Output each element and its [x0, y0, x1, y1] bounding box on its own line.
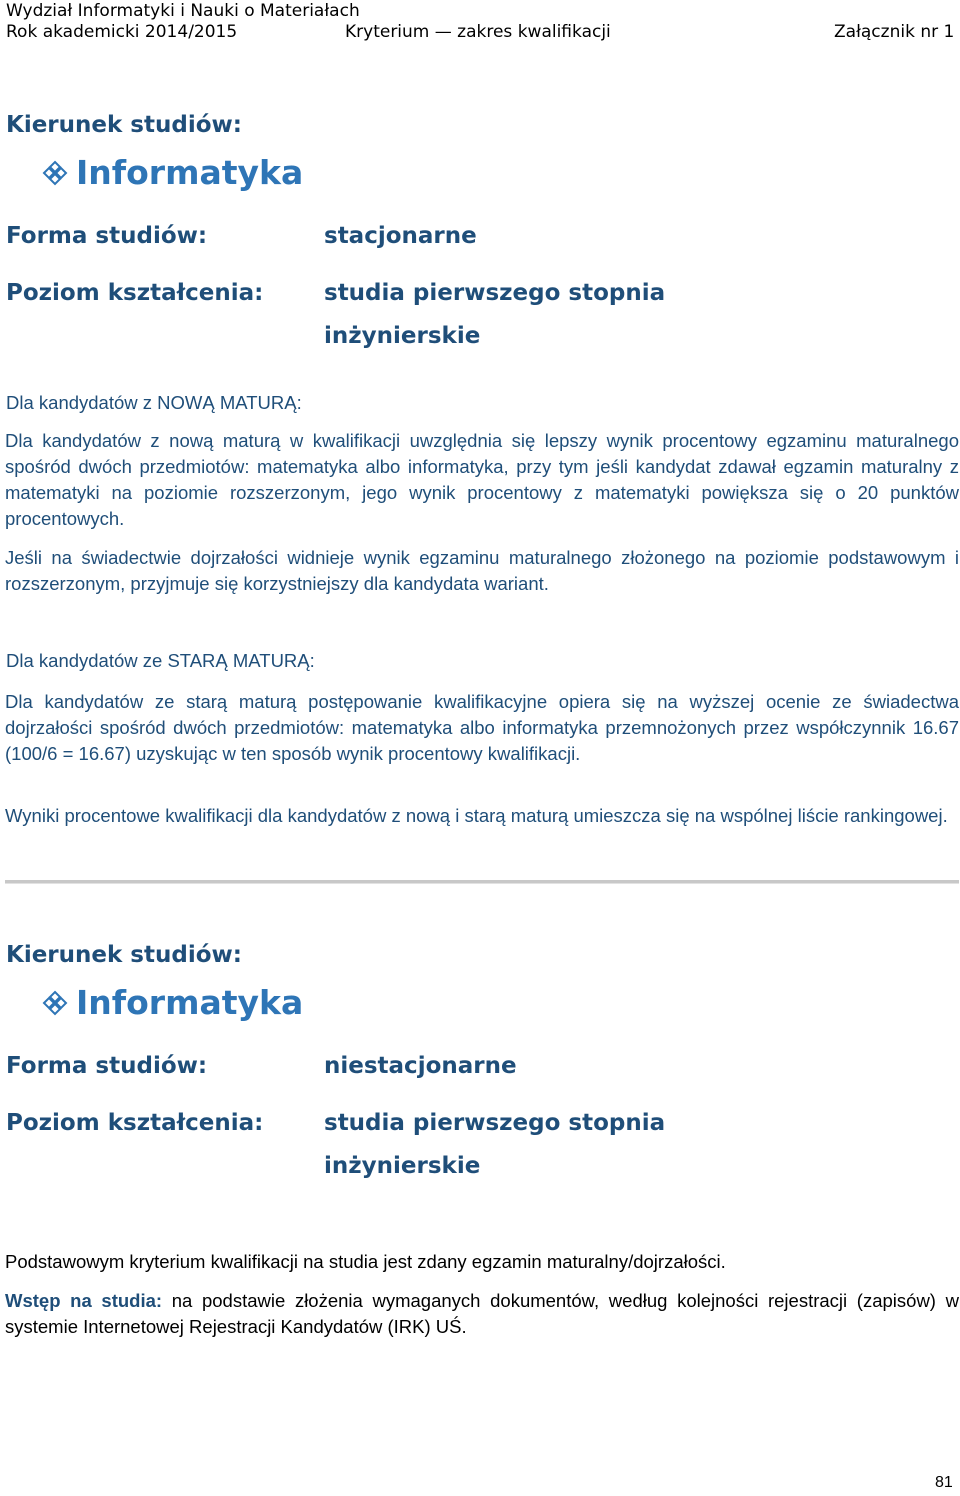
wstep-paragraph — [5, 1288, 959, 1340]
stara-matura-paragraph-1: Dla kandydatów ze starą maturą postępowanie kwalifikacyjne opiera się na wyższej ocenie ze świadectwa dojrzałości spośród dwóch przedmiotów: matematyka albo informatyka przemnożonych przez współczynnik 16.67 (100/6 = 16.67) uzyskując w ten sposób wynik procentowy kwalifikacji. — [5, 691, 959, 764]
kierunek-heading — [42, 153, 303, 192]
forma-label: Forma studiów: — [6, 223, 208, 249]
forma-label-2: Forma studiów: — [6, 1053, 208, 1079]
kierunek-label-2: Kierunek studiów: — [6, 942, 242, 968]
poziom-value-2-line1: studia pierwszego stopnia — [324, 1110, 666, 1136]
stara-matura-heading: Dla kandydatów ze STARĄ MATURĄ: — [6, 650, 315, 671]
nowa-matura-heading: Dla kandydatów z NOWĄ MATURĄ: — [6, 392, 302, 413]
nowa-matura-paragraph-1: Dla kandydatów z nową maturą w kwalifikacji uwzględnia się lepszy wynik procentowy egzaminu maturalnego spośród dwóch przedmiotów: matematyka albo informatyka, przy tym jeśli kandydat zdawał egzamin maturalny z matematyki na poziomie rozszerzonym, jego wynik procentowy z matematyki powiększa się o 20 punktów procentowych. — [5, 430, 959, 529]
kierunek-name-2: Informatyka — [76, 983, 304, 1022]
poziom-label: Poziom kształcenia: — [6, 280, 264, 306]
section-divider — [5, 880, 959, 884]
poziom-label-2: Poziom kształcenia: — [6, 1110, 264, 1136]
poziom-value-line1: studia pierwszego stopnia — [324, 280, 666, 306]
forma-value-2: niestacjonarne — [324, 1053, 517, 1079]
basic-criterion-text: Podstawowym kryterium kwalifikacji na studia jest zdany egzamin maturalny/dojrzałości. — [5, 1251, 726, 1272]
wstep-text: na podstawie złożenia wymaganych dokumentów, według kolejności rejestracji (zapisów) w systemie Internetowej Rejestracji Kandydatów (IRK) UŚ. — [5, 1290, 959, 1337]
wstep-label: Wstęp na studia: — [5, 1290, 163, 1311]
kierunek-heading-2 — [42, 983, 303, 1022]
kierunek-label: Kierunek studiów: — [6, 112, 242, 138]
kierunek-name: Informatyka — [76, 153, 304, 192]
header-academic-year: Rok akademicki 2014/2015 — [6, 22, 238, 42]
diamond-bullet-icon — [42, 990, 68, 1016]
page-number: 81 — [935, 1474, 953, 1491]
header-attachment: Załącznik nr 1 — [834, 22, 955, 42]
diamond-bullet-icon — [42, 160, 68, 186]
poziom-value-2-line2: inżynierskie — [324, 1153, 481, 1179]
forma-value: stacjonarne — [324, 223, 477, 249]
header-criterion: Kryterium — zakres kwalifikacji — [345, 22, 611, 42]
poziom-value-line2: inżynierskie — [324, 323, 481, 349]
nowa-matura-paragraph-2: Jeśli na świadectwie dojrzałości widnieje wynik egzaminu maturalnego złożonego na poziomie podstawowym i rozszerzonym, przyjmuje się korzystniejszy dla kandydata wariant. — [5, 547, 959, 594]
stara-matura-paragraph-2: Wyniki procentowe kwalifikacji dla kandydatów z nową i starą maturą umieszcza się na wspólnej liście rankingowej. — [5, 805, 948, 826]
header-faculty: Wydział Informatyki i Nauki o Materiałach — [6, 1, 360, 21]
